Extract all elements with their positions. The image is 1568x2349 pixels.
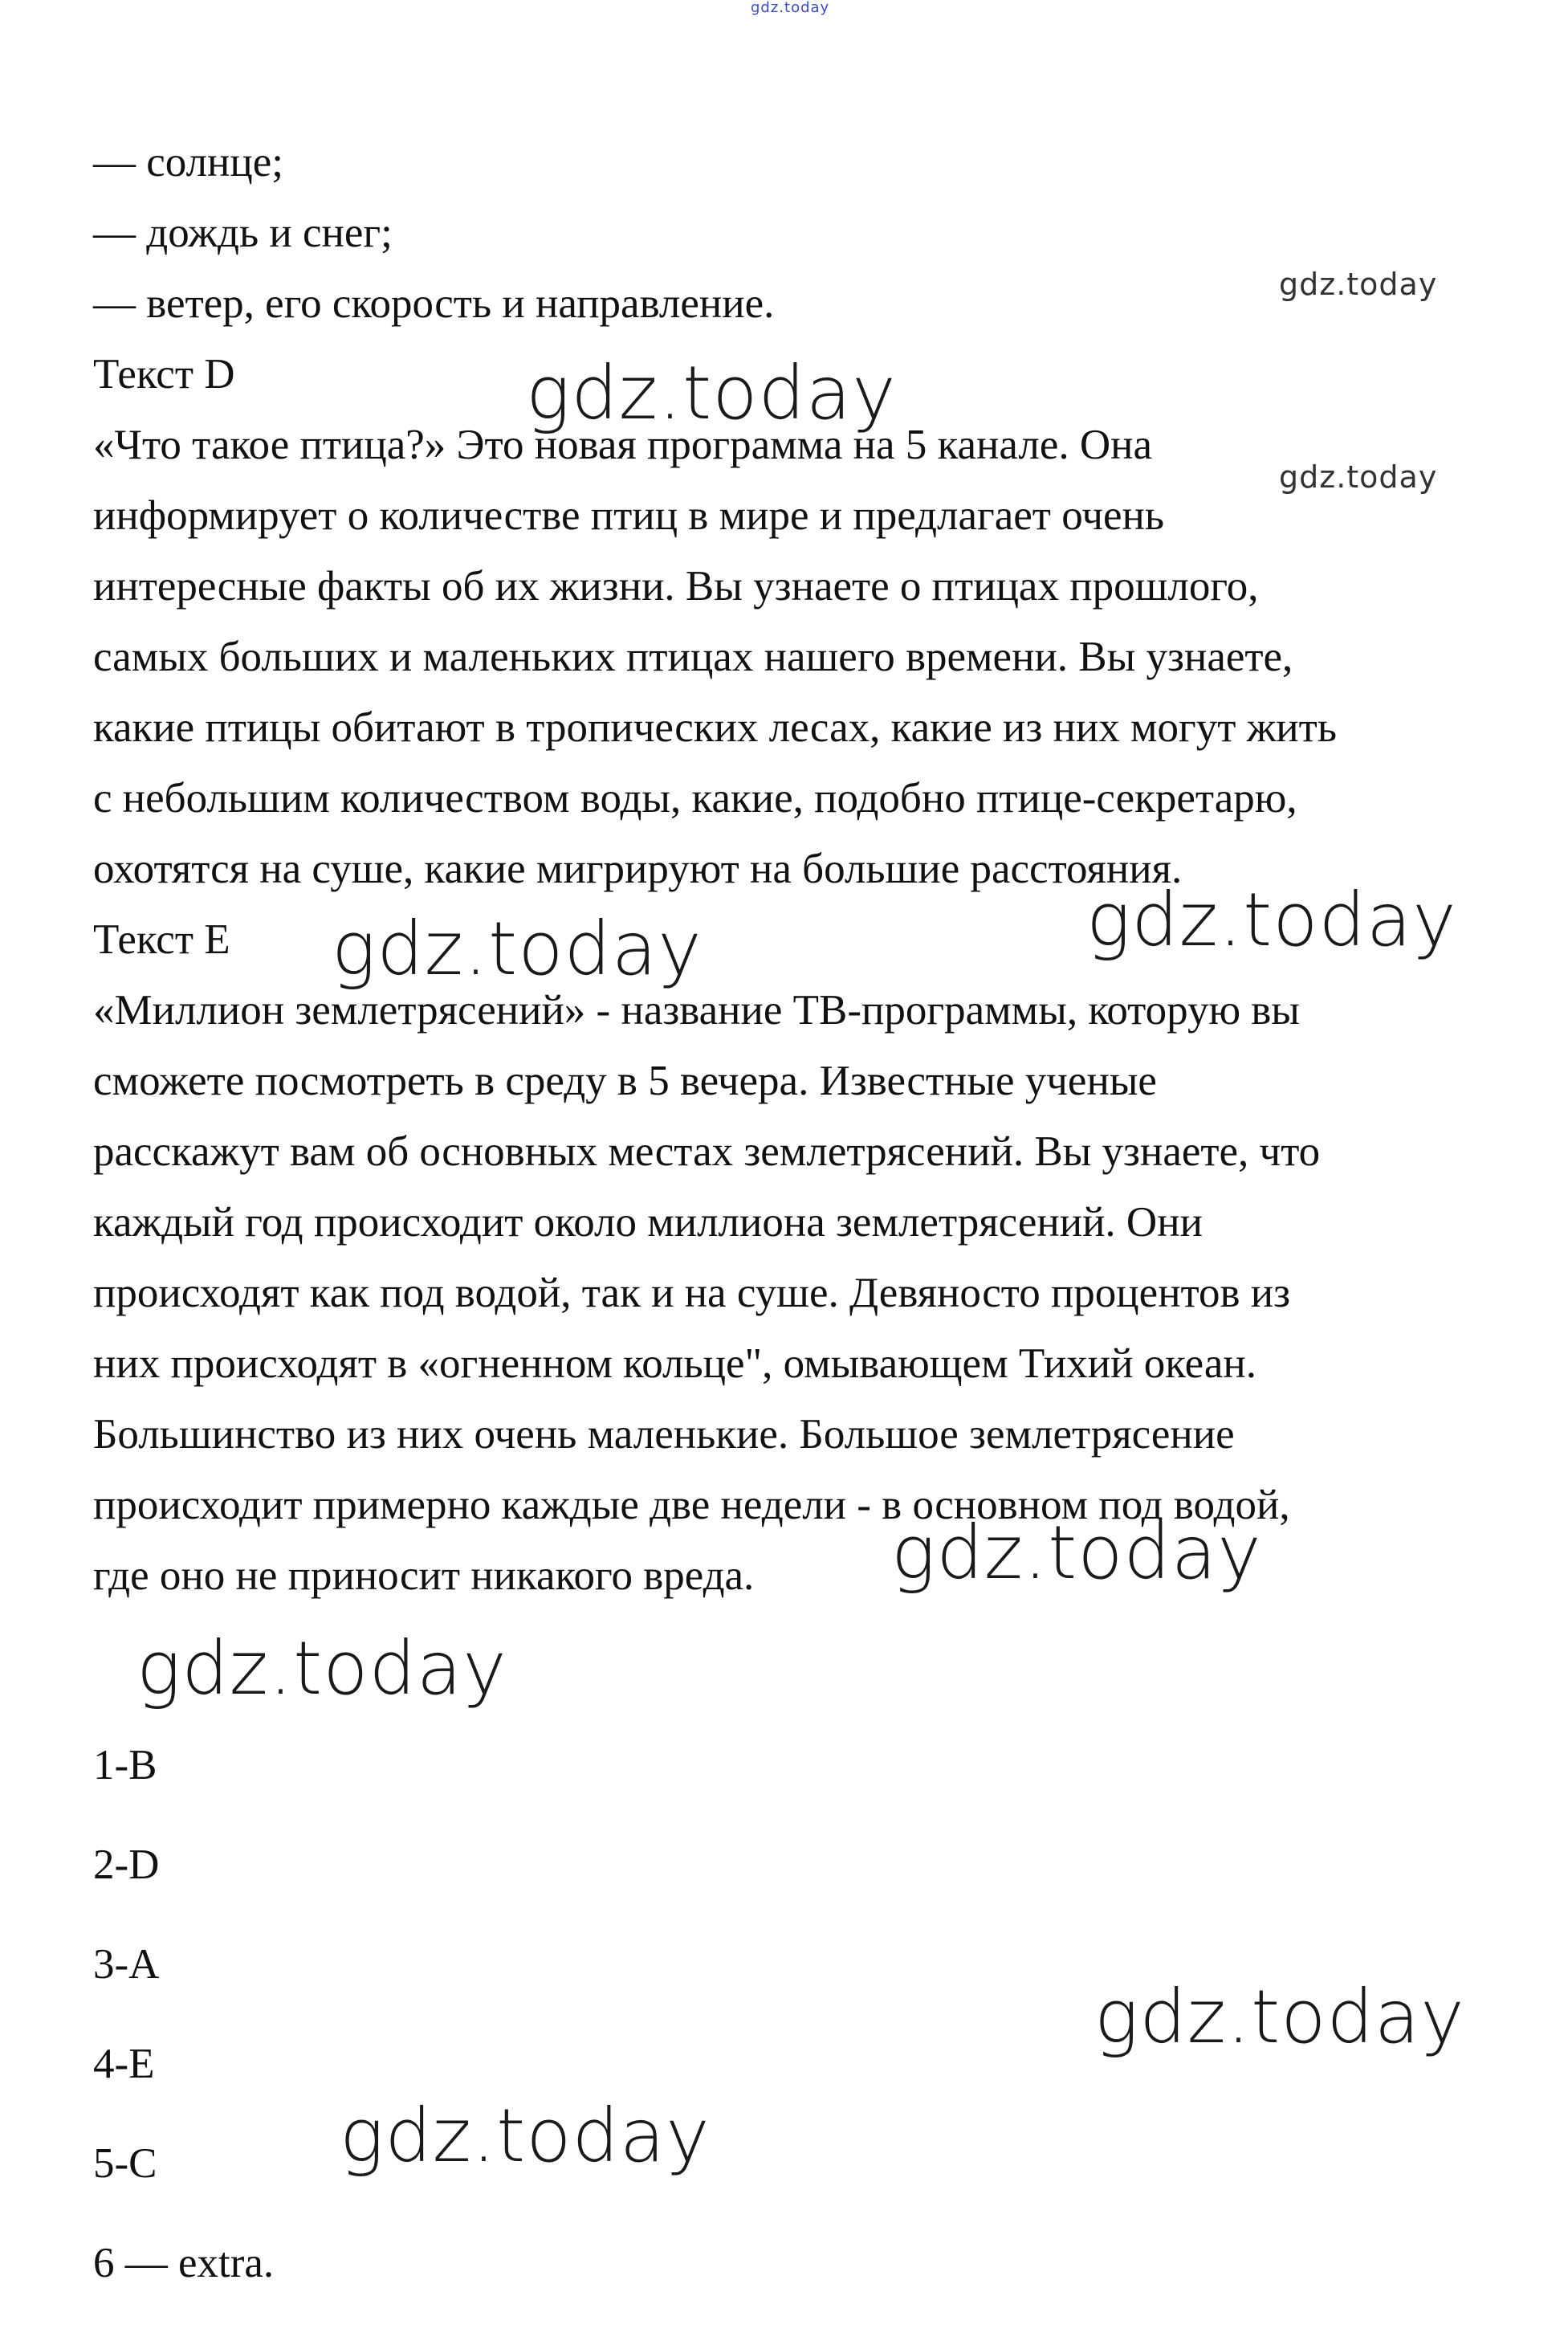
text-e-line: где оно не приносит никакого вреда. xyxy=(93,1552,755,1599)
watermark-small: gdz.today xyxy=(1279,459,1438,495)
bullet-sun: — солнце; xyxy=(93,139,283,186)
text-d-line: с небольшим количеством воды, какие, подобно птице-секретарю, xyxy=(93,775,1297,822)
text-e-line: происходит примерно каждые две недели - в основном под водой, xyxy=(93,1482,1290,1528)
answer-1: 1-B xyxy=(93,1742,157,1788)
bullet-wind: — ветер, его скорость и направление. xyxy=(93,280,775,327)
watermark-large: gdz.today xyxy=(1094,1974,1465,2060)
watermark-small: gdz.today xyxy=(1279,267,1438,302)
watermark-large: gdz.today xyxy=(136,1625,507,1711)
text-d-line: «Что такое птица?» Это новая программа на 5 канале. Она xyxy=(93,422,1153,468)
answer-3: 3-A xyxy=(93,1941,160,1988)
text-d-line: охотятся на суше, какие мигрируют на большие расстояния. xyxy=(93,846,1183,892)
answer-5: 5-C xyxy=(93,2140,157,2187)
text-d-line: информирует о количестве птиц в мире и предлагает очень xyxy=(93,492,1165,539)
text-d-line: какие птицы обитают в тропических лесах, какие из них могут жить xyxy=(93,704,1338,751)
text-e-line: расскажут вам об основных местах землетрясений. Вы узнаете, что xyxy=(93,1128,1321,1175)
watermark-top: gdz.today xyxy=(751,0,830,16)
answer-4: 4-E xyxy=(93,2041,155,2087)
text-e-line: них происходят в «огненном кольце", омывающем Тихий океан. xyxy=(93,1340,1256,1387)
watermark-large: gdz.today xyxy=(1086,877,1457,963)
text-d-line: самых больших и маленьких птицах нашего времени. Вы узнаете, xyxy=(93,634,1293,680)
text-e-line: сможете посмотреть в среду в 5 вечера. Известные ученые xyxy=(93,1058,1157,1104)
watermark-large: gdz.today xyxy=(891,1510,1262,1596)
text-e-heading: Текст E xyxy=(93,916,230,963)
text-e-line: происходят как под водой, так и на суше. Девяносто процентов из xyxy=(93,1270,1291,1316)
watermark-large: gdz.today xyxy=(332,906,703,992)
text-e-line: каждый год происходит около миллиона землетрясений. Они xyxy=(93,1199,1203,1246)
watermark-large: gdz.today xyxy=(340,2093,711,2179)
answer-2: 2-D xyxy=(93,1841,160,1888)
text-e-line: Большинство из них очень маленькие. Большое землетрясение xyxy=(93,1411,1235,1458)
bullet-rain-snow: — дождь и снег; xyxy=(93,210,393,256)
text-d-heading: Текст D xyxy=(93,351,235,398)
watermark-large: gdz.today xyxy=(526,350,897,436)
answer-6: 6 — extra. xyxy=(93,2240,275,2286)
text-d-line: интересные факты об их жизни. Вы узнаете о птицах прошлого, xyxy=(93,563,1259,610)
text-e-line: «Миллион землетрясений» - название ТВ-программы, которую вы xyxy=(93,987,1300,1034)
